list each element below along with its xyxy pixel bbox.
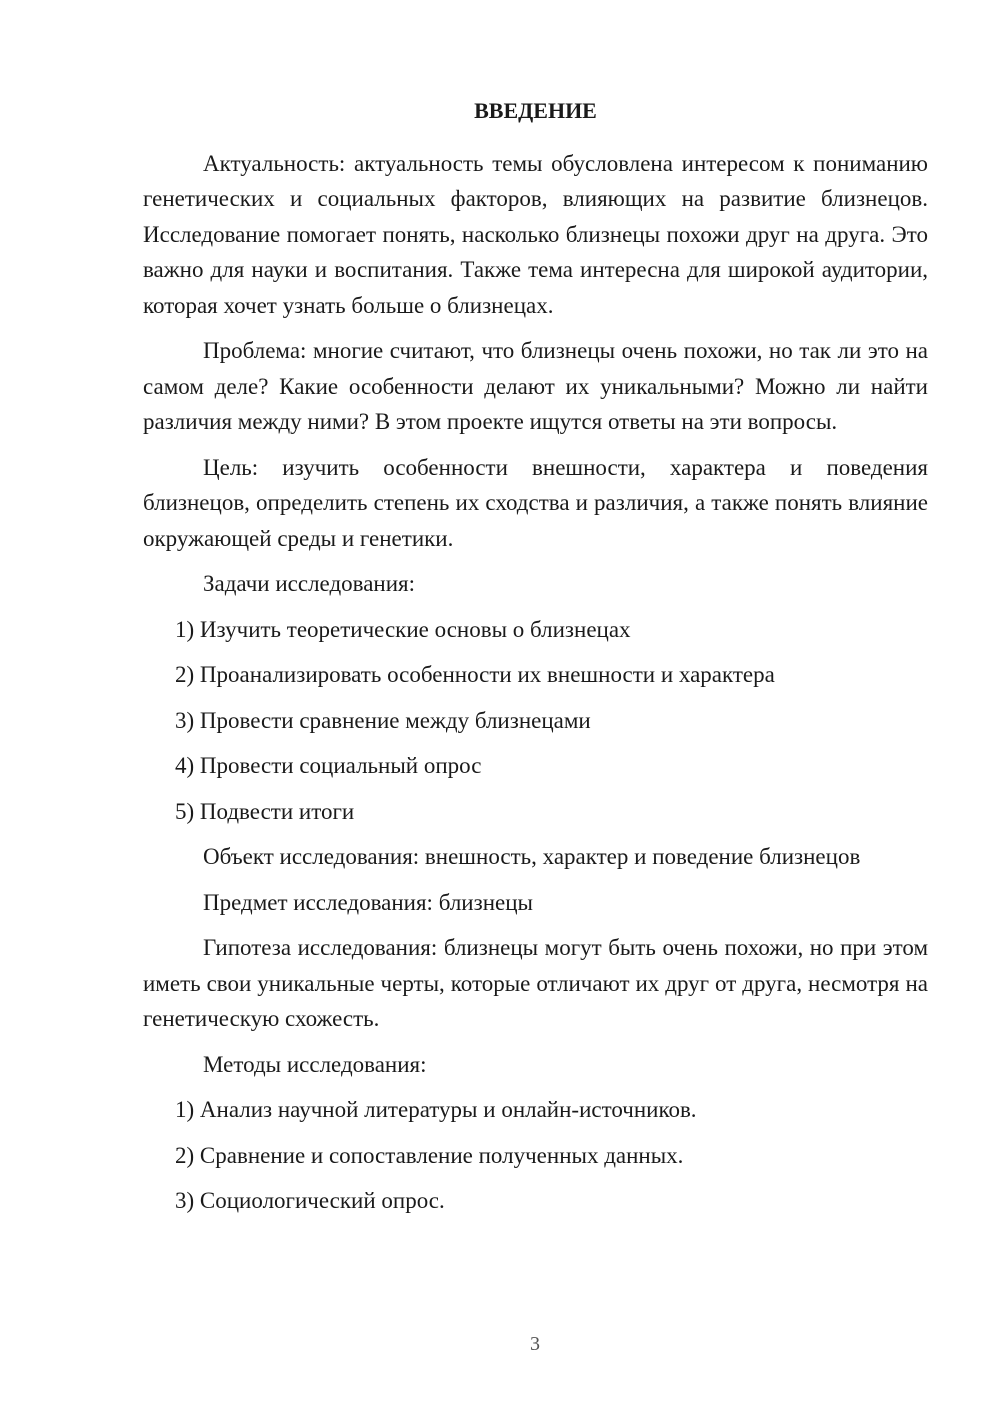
paragraph-problem: Проблема: многие считают, что близнецы очень похожи, но так ли это на самом деле? Какие особенности делают их уникальными? Можно ли найти различия между ними? В этом проекте ищутся ответы на эти вопросы. bbox=[143, 338, 928, 434]
document-body bbox=[143, 93, 928, 1229]
methods-list bbox=[143, 1092, 928, 1219]
research-object: Объект исследования: внешность, характер и поведение близнецов bbox=[203, 844, 861, 869]
paragraph-goal: Цель: изучить особенности внешности, характера и поведения близнецов, определить степень их сходства и различия, а также понять влияние окружающей среды и генетики. bbox=[143, 454, 928, 551]
research-subject: Предмет исследования: близнецы bbox=[203, 889, 533, 915]
paragraph-relevance: Актуальность: актуальность темы обусловлена интересом к пониманию генетических и социальных факторов, влияющих на развитие близнецов. Исследование помогает понять, насколько близнецы похожи друг на друга. Это важно для науки и воспитания. Также тема интересна для широкой аудитории, которая хочет узнать больше о близнецах. bbox=[143, 150, 928, 318]
list-item: 2) Проанализировать особенности их внешности и характера bbox=[175, 662, 775, 687]
list-item: 1) Изучить теоретические основы о близнецах bbox=[175, 616, 631, 642]
section-title: ВВЕДЕНИЕ bbox=[474, 98, 597, 123]
list-item: 5) Подвести итоги bbox=[175, 798, 355, 824]
tasks-list bbox=[143, 612, 928, 830]
list-item: 3) Социологический опрос. bbox=[175, 1188, 445, 1213]
list-item: 2) Сравнение и сопоставление полученных данных. bbox=[175, 1142, 684, 1168]
list-item: 4) Провести социальный опрос bbox=[175, 753, 482, 778]
methods-heading: Методы исследования: bbox=[203, 1051, 427, 1077]
tasks-heading: Задачи исследования: bbox=[203, 571, 416, 596]
research-hypothesis: Гипотеза исследования: близнецы могут быть очень похожи, но при этом иметь свои уникальные черты, которые отличают их друг от друга, несмотря на генетическую схожесть. bbox=[143, 935, 928, 1031]
list-item: 1) Анализ научной литературы и онлайн-источников. bbox=[175, 1097, 697, 1122]
page-number: 3 bbox=[530, 1333, 540, 1355]
list-item: 3) Провести сравнение между близнецами bbox=[175, 707, 591, 733]
